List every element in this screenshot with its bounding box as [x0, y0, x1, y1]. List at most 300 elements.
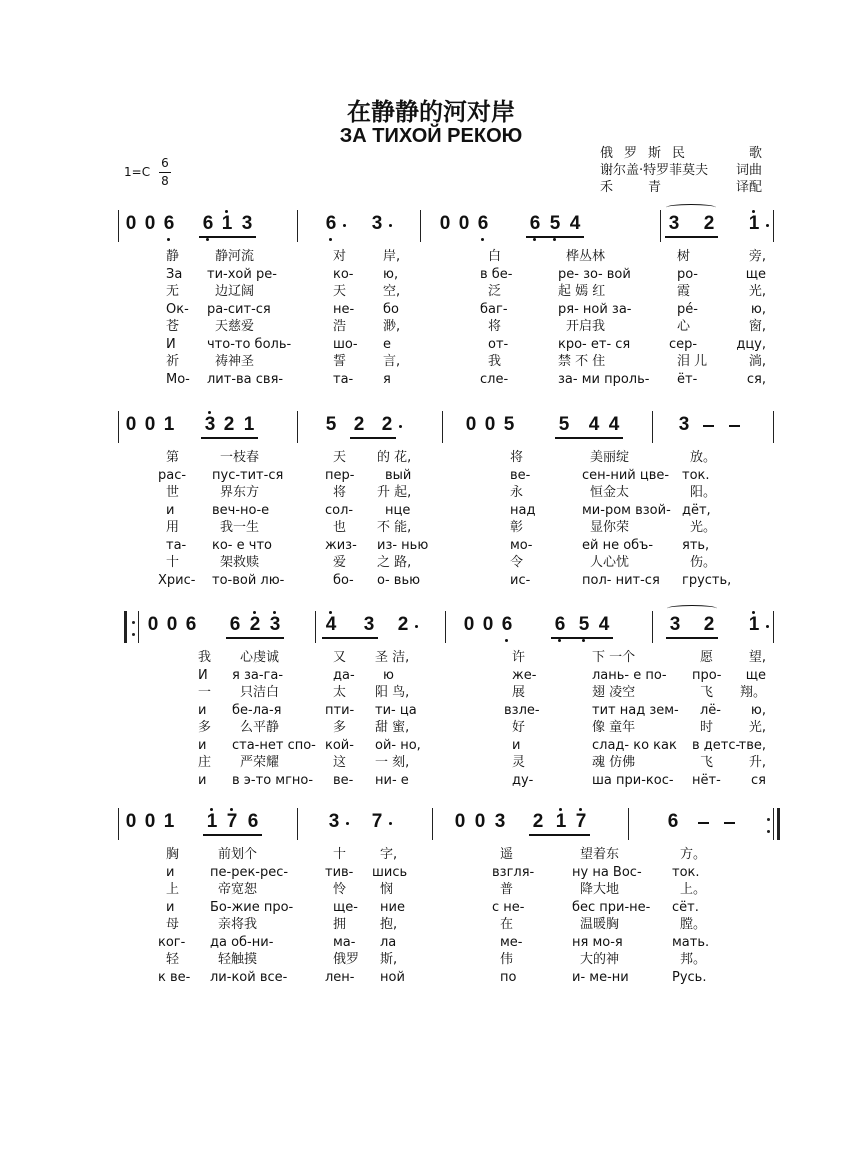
lyric-syllable: та-	[333, 371, 354, 387]
lyric-syllable: с не-	[492, 899, 525, 915]
credit-left: 禾	[600, 180, 614, 195]
lyric-syllable: 胸	[166, 847, 180, 862]
credit-line	[600, 163, 762, 178]
lyric-syllable: 浩	[333, 319, 347, 334]
lyric-syllable: 起 嫣 红	[558, 284, 606, 299]
lyric-syllable: сен-ний цве-	[582, 467, 670, 483]
lyric-syllable: ни- е	[375, 772, 409, 788]
lyric-syllable: рé-	[677, 301, 698, 317]
lyric-syllable: ю,	[750, 301, 766, 317]
sustain-dash	[729, 425, 740, 427]
lyric-syllable: 望着东	[580, 847, 620, 862]
lyric-syllable: ся	[751, 772, 766, 788]
barline	[297, 808, 298, 840]
note: 3	[669, 614, 681, 635]
lyric-syllable: ти- ца	[375, 702, 417, 718]
lyric-syllable: ние	[380, 899, 405, 915]
lyric-syllable: 时	[700, 720, 714, 735]
lyric-syllable: ной	[380, 969, 405, 985]
credit-right: 歌	[748, 146, 762, 161]
octave-down-dot	[582, 639, 585, 642]
lyric-syllable: да об-ни-	[210, 934, 274, 950]
augmentation-dot	[389, 822, 392, 825]
lyric-syllable: 光。	[690, 520, 717, 535]
lyric-syllable: 多	[333, 720, 347, 735]
lyric-syllable: 放。	[690, 450, 717, 465]
lyric-syllable: 一枝春	[220, 450, 260, 465]
lyric-line	[0, 684, 862, 701]
note: 3	[241, 213, 253, 234]
lyric-syllable: вый	[385, 467, 412, 483]
lyric-syllable: лё-	[700, 702, 721, 718]
lyric-syllable: 人心忧	[590, 555, 630, 570]
lyric-syllable: 下 一个	[592, 650, 636, 665]
lyric-syllable: ю,	[383, 266, 399, 282]
lyric-line	[0, 649, 862, 666]
lyric-syllable: 上。	[680, 882, 707, 897]
lyric-syllable: ще	[745, 667, 766, 683]
lyric-line	[0, 899, 862, 916]
lyric-syllable: 这	[333, 755, 347, 770]
lyric-syllable: 圣 洁,	[375, 650, 410, 665]
credit-left: 谢尔盖·特罗菲莫夫	[600, 163, 709, 178]
lyric-syllable: 淌,	[748, 354, 766, 369]
lyric-line	[0, 248, 862, 265]
lyric-syllable: 太	[333, 685, 347, 700]
lyric-syllable: 泪 儿	[677, 354, 708, 369]
lyric-syllable: бес при-не-	[572, 899, 651, 915]
note: 2	[532, 811, 544, 832]
lyric-syllable: шо-	[333, 336, 358, 352]
lyric-syllable: 我	[488, 354, 502, 369]
lyric-syllable: 伤。	[690, 555, 717, 570]
lyric-line	[0, 449, 862, 466]
lyric-syllable: 心虔诚	[240, 650, 280, 665]
note: 6	[501, 614, 513, 635]
augmentation-dot	[766, 224, 769, 227]
lyric-syllable: сол-	[325, 502, 354, 518]
lyric-syllable: дцу,	[736, 336, 766, 352]
lyric-syllable: тве,	[738, 737, 766, 753]
lyric-syllable: 甜 蜜,	[375, 720, 410, 735]
lyric-syllable: в бе-	[480, 266, 513, 282]
lyric-syllable: 静河流	[215, 249, 255, 264]
lyric-syllable: про-	[692, 667, 722, 683]
note: 1	[221, 213, 233, 234]
note: 6	[554, 614, 566, 635]
lyric-syllable: 抱,	[380, 917, 398, 932]
note: 0	[465, 414, 477, 435]
lyric-syllable: та-	[166, 537, 187, 553]
beam-underline	[203, 834, 262, 836]
lyric-syllable: 好	[512, 720, 526, 735]
lyric-syllable: ток.	[682, 467, 710, 483]
octave-down-dot	[481, 238, 484, 241]
note: 3	[204, 414, 216, 435]
note: 2	[397, 614, 409, 635]
time-signature-top: 6	[161, 156, 169, 170]
note: 5	[578, 614, 590, 635]
beam-underline	[199, 236, 256, 238]
lyric-syllable: 遥	[500, 847, 514, 862]
beam-underline	[322, 637, 378, 639]
lyric-syllable: лань- е по-	[592, 667, 667, 683]
lyric-syllable: 之 路,	[377, 555, 412, 570]
octave-up-dot	[208, 411, 211, 414]
beam-underline	[555, 437, 623, 439]
lyric-syllable: 许	[512, 650, 526, 665]
lyric-syllable: из- нью	[377, 537, 429, 553]
lyric-syllable: мать.	[672, 934, 710, 950]
lyric-line	[0, 737, 862, 754]
barline	[297, 411, 298, 443]
note: 0	[125, 213, 137, 234]
lyric-syllable: ла	[380, 934, 397, 950]
lyric-syllable: ну на Вос-	[572, 864, 642, 880]
lyric-syllable: 阳。	[690, 485, 717, 500]
note: 4	[325, 614, 337, 635]
lyric-syllable: 轻触摸	[218, 952, 258, 967]
lyric-line	[0, 519, 862, 536]
lyric-syllable: 翅 凌空	[592, 685, 636, 700]
repeat-dot	[767, 830, 770, 833]
lyric-syllable: я за-га-	[232, 667, 284, 683]
lyric-syllable: ко-	[333, 266, 354, 282]
beam-underline	[665, 236, 718, 238]
sustain-dash	[724, 822, 735, 824]
song-title-russian: ЗА ТИХОЙ РЕКОЮ	[339, 125, 523, 147]
note: 5	[549, 213, 561, 234]
lyric-syllable: ей не объ-	[582, 537, 654, 553]
note: 3	[371, 213, 383, 234]
lyric-syllable: ой- но,	[375, 737, 421, 753]
lyric-line	[0, 301, 862, 318]
slur	[667, 605, 717, 612]
lyric-syllable: Русь.	[672, 969, 707, 985]
lyric-syllable: и	[198, 702, 207, 718]
lyric-syllable: 彰	[510, 520, 524, 535]
key-signature: 1=C	[124, 165, 151, 179]
slur	[666, 204, 716, 211]
credit-mid: 民	[672, 146, 686, 161]
lyric-syllable: 天慈爱	[215, 319, 255, 334]
barline	[773, 808, 774, 840]
lyric-syllable: ёт-	[677, 371, 698, 387]
lyric-syllable: 禁 不 住	[558, 354, 606, 369]
lyric-line	[0, 572, 862, 589]
note: 1	[163, 811, 175, 832]
note: 0	[125, 811, 137, 832]
barline	[773, 411, 774, 443]
note: 5	[558, 414, 570, 435]
lyric-syllable: 像 童年	[592, 720, 636, 735]
lyric-line	[0, 667, 862, 684]
octave-up-dot	[253, 611, 256, 614]
lyric-syllable: пол- нит-ся	[582, 572, 660, 588]
lyric-syllable: и- ме-ни	[572, 969, 629, 985]
lyric-syllable: над	[510, 502, 536, 518]
lyric-syllable: ма-	[333, 934, 356, 950]
lyric-syllable: бо	[383, 301, 399, 317]
lyric-syllable: ре- зо- вой	[558, 266, 631, 282]
octave-up-dot	[752, 611, 755, 614]
lyric-syllable: тит над зем-	[592, 702, 679, 718]
lyric-syllable: 对	[333, 249, 347, 264]
lyric-syllable: ря- ной за-	[558, 301, 632, 317]
lyric-syllable: и	[166, 864, 175, 880]
lyric-syllable: ког-	[158, 934, 186, 950]
octave-down-dot	[533, 238, 536, 241]
octave-up-dot	[329, 611, 332, 614]
lyric-syllable: бе-ла-я	[232, 702, 282, 718]
lyric-syllable: 显你荣	[590, 520, 630, 535]
lyric-syllable: 将	[333, 485, 347, 500]
octave-down-dot	[558, 639, 561, 642]
lyric-syllable: рас-	[158, 467, 187, 483]
lyric-syllable: ро-	[677, 266, 698, 282]
note: 4	[608, 414, 620, 435]
lyric-syllable: 母	[166, 917, 180, 932]
lyric-syllable: 在	[500, 917, 514, 932]
time-signature	[159, 156, 171, 189]
note: 2	[353, 414, 365, 435]
repeat-dot	[767, 818, 770, 821]
lyric-syllable: 架救赎	[220, 555, 260, 570]
lyric-syllable: ве-	[333, 772, 354, 788]
augmentation-dot	[343, 224, 346, 227]
barline	[432, 808, 433, 840]
lyric-syllable: пер-	[325, 467, 355, 483]
note: 6	[529, 213, 541, 234]
lyric-syllable: 严荣耀	[240, 755, 280, 770]
lyric-syllable: 旁,	[748, 249, 766, 264]
octave-down-dot	[206, 238, 209, 241]
lyric-syllable: грусть,	[682, 572, 732, 588]
lyric-line	[0, 969, 862, 986]
note: 1	[555, 811, 567, 832]
octave-up-dot	[559, 808, 562, 811]
lyric-syllable: е	[383, 336, 391, 352]
final-barline	[777, 808, 780, 840]
lyric-syllable: И	[166, 336, 176, 352]
lyric-line	[0, 318, 862, 335]
note: 0	[144, 414, 156, 435]
lyric-syllable: 爱	[333, 555, 347, 570]
lyric-syllable: 苍	[166, 319, 180, 334]
note: 1	[243, 414, 255, 435]
note: 6	[667, 811, 679, 832]
lyric-line	[0, 537, 862, 554]
lyric-line	[0, 484, 862, 501]
lyric-syllable: 誓	[333, 354, 347, 369]
beam-underline	[201, 437, 258, 439]
lyric-syllable: жиз-	[325, 537, 357, 553]
credit-mid: 罗	[624, 146, 638, 161]
lyric-syllable: и	[512, 737, 521, 753]
lyric-syllable: ять,	[682, 537, 710, 553]
note: 0	[166, 614, 178, 635]
lyric-syllable: 轻	[166, 952, 180, 967]
lyric-syllable: 窗,	[748, 319, 766, 334]
lyric-syllable: по	[500, 969, 517, 985]
octave-up-dot	[230, 808, 233, 811]
lyric-syllable: 空,	[383, 284, 401, 299]
lyric-syllable: кой-	[325, 737, 354, 753]
note: 0	[474, 811, 486, 832]
lyric-syllable: 悯	[380, 882, 394, 897]
lyric-syllable: мо-	[510, 537, 533, 553]
barline	[773, 611, 774, 643]
barline	[652, 411, 653, 443]
lyric-syllable: 大的神	[580, 952, 620, 967]
lyric-syllable: 望,	[748, 650, 766, 665]
note: 5	[325, 414, 337, 435]
lyric-syllable: и	[198, 772, 207, 788]
octave-down-dot	[167, 238, 170, 241]
time-signature-divider	[159, 172, 171, 173]
lyric-syllable: ли-кой все-	[210, 969, 288, 985]
augmentation-dot	[399, 425, 402, 428]
lyric-syllable: бо-	[333, 572, 354, 588]
lyric-syllable: слад- ко как	[592, 737, 677, 753]
lyric-syllable: кро- ет- ся	[558, 336, 631, 352]
time-signature-bottom: 8	[161, 174, 169, 188]
lyric-syllable: ста-нет спо-	[232, 737, 316, 753]
lyric-syllable: 展	[512, 685, 526, 700]
barline	[118, 210, 119, 242]
lyric-syllable: 上	[166, 882, 180, 897]
lyric-syllable: 亲将我	[218, 917, 258, 932]
lyric-syllable: 静	[166, 249, 180, 264]
lyric-syllable: 天	[333, 450, 347, 465]
lyric-syllable: 拥	[333, 917, 347, 932]
lyric-syllable: ю,	[750, 702, 766, 718]
lyric-syllable: я	[383, 371, 391, 387]
credit-line	[600, 146, 762, 161]
beam-underline	[666, 637, 718, 639]
lyric-syllable: 阳 鸟,	[375, 685, 410, 700]
beam-underline	[551, 637, 613, 639]
note: 6	[202, 213, 214, 234]
note: 3	[328, 811, 340, 832]
lyric-syllable: 美丽绽	[590, 450, 630, 465]
lyric-line	[0, 336, 862, 353]
note: 0	[144, 213, 156, 234]
note: 4	[569, 213, 581, 234]
lyric-syllable: 边辽阔	[215, 284, 255, 299]
lyric-syllable: 升 起,	[377, 485, 412, 500]
lyric-syllable: веч-но-е	[212, 502, 270, 518]
lyric-syllable: 开启我	[566, 319, 606, 334]
repeat-start-barline	[124, 611, 127, 643]
lyric-syllable: пус-тит-ся	[212, 467, 284, 483]
lyric-syllable: баг-	[480, 301, 508, 317]
lyric-syllable: 一 刻,	[375, 755, 410, 770]
lyric-syllable: ще	[745, 266, 766, 282]
lyric-syllable: сёт.	[672, 899, 699, 915]
augmentation-dot	[389, 224, 392, 227]
lyric-line	[0, 502, 862, 519]
lyric-syllable: 令	[510, 555, 524, 570]
lyric-syllable: Мо-	[166, 371, 190, 387]
lyric-syllable: 帝宽恕	[218, 882, 258, 897]
lyric-syllable: 祈	[166, 354, 180, 369]
lyric-syllable: о- вью	[377, 572, 421, 588]
lyric-syllable: 心	[677, 319, 691, 334]
barline	[118, 808, 119, 840]
lyric-syllable: 光,	[748, 284, 766, 299]
note: 7	[371, 811, 383, 832]
note: 6	[185, 614, 197, 635]
augmentation-dot	[766, 625, 769, 628]
note: 2	[223, 414, 235, 435]
octave-up-dot	[273, 611, 276, 614]
barline	[420, 210, 421, 242]
note: 3	[494, 811, 506, 832]
note: 0	[144, 811, 156, 832]
lyric-line	[0, 702, 862, 719]
lyric-line	[0, 916, 862, 933]
octave-up-dot	[579, 808, 582, 811]
barline	[660, 210, 661, 242]
lyric-syllable: 魂 仿佛	[592, 755, 636, 770]
lyric-syllable: 前划个	[218, 847, 258, 862]
note: 0	[482, 614, 494, 635]
lyric-syllable: 祷神圣	[215, 354, 255, 369]
lyric-syllable: 飞	[700, 755, 714, 770]
lyric-syllable: 第	[166, 450, 180, 465]
note: 1	[206, 811, 218, 832]
octave-down-dot	[505, 639, 508, 642]
lyric-line	[0, 881, 862, 898]
lyric-syllable: пе-рек-рес-	[210, 864, 289, 880]
credit-right: 词曲	[735, 163, 762, 178]
lyric-syllable: 天	[333, 284, 347, 299]
repeat-dot	[132, 621, 135, 624]
lyric-line	[0, 266, 862, 283]
lyric-line	[0, 554, 862, 571]
lyric-syllable: нёт-	[692, 772, 721, 788]
lyric-syllable: 么平静	[240, 720, 280, 735]
credit-line	[600, 180, 762, 195]
note: 6	[229, 614, 241, 635]
lyric-syllable: 无	[166, 284, 180, 299]
sustain-dash	[703, 425, 714, 427]
lyric-syllable: 灵	[512, 755, 526, 770]
lyric-syllable: 永	[510, 485, 524, 500]
repeat-dot	[132, 633, 135, 636]
lyric-syllable: 升,	[748, 755, 766, 770]
lyric-syllable: 用	[166, 520, 180, 535]
lyric-line	[0, 864, 862, 881]
lyric-syllable: 恒金太	[590, 485, 630, 500]
lyric-syllable: 愿	[700, 650, 714, 665]
note: 7	[575, 811, 587, 832]
lyric-syllable: нце	[385, 502, 411, 518]
lyric-line	[0, 772, 862, 789]
octave-up-dot	[752, 210, 755, 213]
lyric-syllable: 邦。	[680, 952, 707, 967]
credit-mid: 斯	[648, 146, 662, 161]
lyric-syllable: 我	[198, 650, 212, 665]
lyric-syllable: ти-хой ре-	[207, 266, 277, 282]
barline	[773, 210, 774, 242]
lyric-syllable: ю	[383, 667, 394, 683]
lyric-syllable: ток.	[672, 864, 700, 880]
lyric-line	[0, 467, 862, 484]
lyric-syllable: ра-сит-ся	[207, 301, 271, 317]
lyric-syllable: 又	[333, 650, 347, 665]
